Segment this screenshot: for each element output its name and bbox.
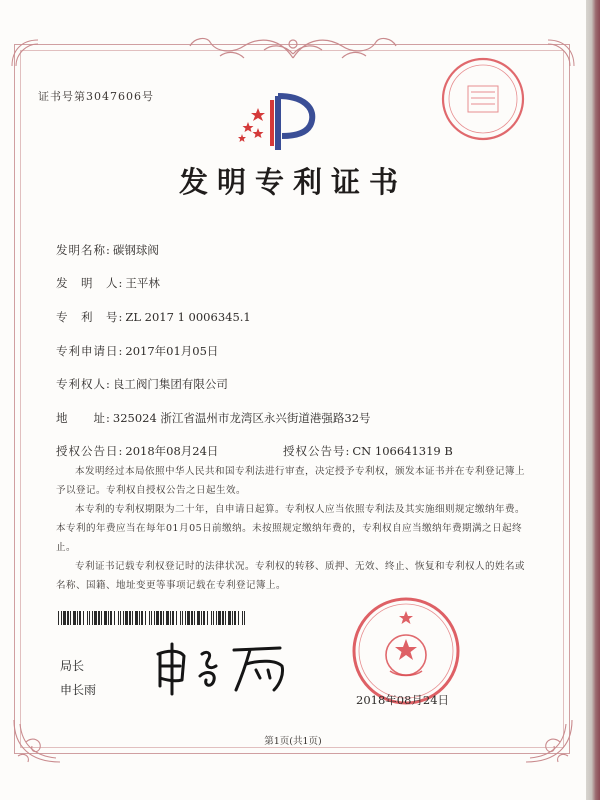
barcode-bar bbox=[197, 611, 200, 625]
certificate-title: 发明专利证书 bbox=[178, 165, 407, 199]
grant-number-value: CN 106641319 B bbox=[352, 444, 453, 458]
barcode-bar bbox=[125, 611, 128, 625]
barcode-bar bbox=[232, 611, 233, 625]
barcode-bar bbox=[222, 611, 224, 625]
field-inventor bbox=[56, 275, 160, 291]
invention-name-value: 碳钢球阀 bbox=[112, 243, 159, 257]
field-filing-date bbox=[56, 343, 218, 359]
inventor-label: 发 明 人: bbox=[56, 276, 124, 290]
barcode-bar bbox=[172, 611, 174, 625]
barcode-bar bbox=[139, 611, 140, 625]
field-invention-name bbox=[56, 242, 159, 258]
barcode-bar bbox=[194, 611, 195, 625]
barcode-bar bbox=[70, 611, 71, 625]
corner-ornament-top-right-icon bbox=[546, 38, 576, 68]
invention-name-label: 发明名称: bbox=[56, 243, 111, 257]
patentee-value: 良工阀门集团有限公司 bbox=[112, 377, 228, 391]
barcode-bar bbox=[98, 611, 100, 625]
patent-number-label: 专 利 号: bbox=[56, 310, 124, 324]
filing-date-value: 2017年01月05日 bbox=[125, 344, 219, 358]
barcode-bar bbox=[63, 611, 66, 625]
barcode-bar bbox=[211, 611, 212, 625]
barcode-bar bbox=[149, 611, 150, 625]
barcode-bar bbox=[104, 611, 107, 625]
barcode-bar bbox=[118, 611, 119, 625]
body-paragraph-3: 专利证书记载专利权登记时的法律状况。专利权的转移、质押、无效、终止、恢复和专利权人的姓名或名称、国籍、地址变更等事项记载在专利登记簿上。 bbox=[56, 561, 526, 591]
body-paragraph-2: 本专利的专利权期限为二十年，自申请日起算。专利权人应当依照专利法及其实施细则规定缴纳年费。本专利的年费应当在每年01月05日前缴纳。未按照规定缴纳年费的，专利权自应当缴纳年费期满之日起终止。 bbox=[56, 504, 526, 553]
barcode-bar bbox=[207, 611, 208, 625]
field-grant-number bbox=[283, 443, 453, 459]
barcode-bar bbox=[203, 611, 205, 625]
barcode-bar bbox=[87, 611, 88, 625]
inventor-value: 王平林 bbox=[125, 276, 160, 290]
barcode-bar bbox=[151, 611, 152, 625]
barcode-bar bbox=[129, 611, 131, 625]
barcode-bar bbox=[83, 611, 84, 625]
barcode-bar bbox=[201, 611, 202, 625]
barcode-bar bbox=[228, 611, 231, 625]
field-address bbox=[56, 410, 371, 426]
barcode-bar bbox=[110, 611, 112, 625]
barcode-bar bbox=[216, 611, 217, 625]
barcode-bar bbox=[123, 611, 124, 625]
field-patentee bbox=[56, 376, 228, 392]
national-ip-office-seal-icon bbox=[350, 595, 462, 707]
barcode-icon bbox=[58, 611, 248, 625]
top-ornament-icon bbox=[180, 32, 406, 62]
barcode-bar bbox=[163, 611, 164, 625]
field-grant-date bbox=[56, 443, 218, 459]
barcode-bar bbox=[170, 611, 171, 625]
grant-date-label: 授权公告日: bbox=[56, 444, 124, 458]
barcode-bar bbox=[145, 611, 146, 625]
barcode-bar bbox=[191, 611, 193, 625]
barcode-bar bbox=[185, 611, 186, 625]
barcode-bar bbox=[135, 611, 138, 625]
barcode-bar bbox=[180, 611, 181, 625]
barcode-bar bbox=[213, 611, 214, 625]
corner-ornament-top-left-icon bbox=[10, 38, 40, 68]
barcode-bar bbox=[108, 611, 109, 625]
certificate-number: 证书号第3047606号 bbox=[38, 90, 154, 103]
barcode-bar bbox=[89, 611, 90, 625]
page-number: 第1页(共1页) bbox=[264, 736, 322, 747]
barcode-bar bbox=[176, 611, 177, 625]
barcode-bar bbox=[58, 611, 59, 625]
barcode-bar bbox=[61, 611, 62, 625]
patent-number-value: ZL 2017 1 0006345.1 bbox=[125, 310, 251, 324]
certificate-body-text bbox=[56, 462, 526, 595]
barcode-bar bbox=[120, 611, 121, 625]
patentee-label: 专利权人: bbox=[56, 377, 111, 391]
seal-date: 2018年08月24日 bbox=[356, 693, 450, 707]
registration-seal-icon bbox=[440, 56, 526, 142]
barcode-bar bbox=[132, 611, 133, 625]
barcode-bar bbox=[225, 611, 226, 625]
barcode-bar bbox=[79, 611, 81, 625]
address-label: 地 址: bbox=[56, 411, 111, 425]
barcode-bar bbox=[166, 611, 169, 625]
barcode-bar bbox=[101, 611, 102, 625]
filing-date-label: 专利申请日: bbox=[56, 344, 124, 358]
barcode-bar bbox=[242, 611, 243, 625]
barcode-bar bbox=[73, 611, 76, 625]
barcode-bar bbox=[94, 611, 97, 625]
page-edge-strip bbox=[586, 0, 600, 800]
barcode-bar bbox=[92, 611, 93, 625]
signature-role: 局长 bbox=[60, 659, 85, 673]
barcode-bar bbox=[77, 611, 78, 625]
cnipa-logo-icon bbox=[228, 92, 328, 154]
barcode-bar bbox=[238, 611, 239, 625]
barcode-bar bbox=[244, 611, 245, 625]
barcode-bar bbox=[234, 611, 236, 625]
barcode-bar bbox=[218, 611, 221, 625]
handwritten-signature-icon bbox=[150, 640, 300, 698]
barcode-bar bbox=[154, 611, 155, 625]
barcode-bar bbox=[182, 611, 183, 625]
barcode-bar bbox=[160, 611, 162, 625]
grant-date-value: 2018年08月24日 bbox=[125, 444, 219, 458]
barcode-bar bbox=[141, 611, 143, 625]
signature-name: 申长雨 bbox=[60, 683, 97, 697]
barcode-bar bbox=[156, 611, 159, 625]
grant-number-label: 授权公告号: bbox=[283, 444, 351, 458]
barcode-bar bbox=[187, 611, 190, 625]
body-paragraph-1: 本发明经过本局依照中华人民共和国专利法进行审查，决定授予专利权，颁发本证书并在专利登记簿上予以登记。专利权自授权公告之日起生效。 bbox=[56, 466, 526, 496]
barcode-bar bbox=[67, 611, 69, 625]
barcode-bar bbox=[114, 611, 115, 625]
field-patent-number bbox=[56, 309, 251, 325]
address-value: 325024 浙江省温州市龙湾区永兴街道港强路32号 bbox=[112, 411, 371, 425]
